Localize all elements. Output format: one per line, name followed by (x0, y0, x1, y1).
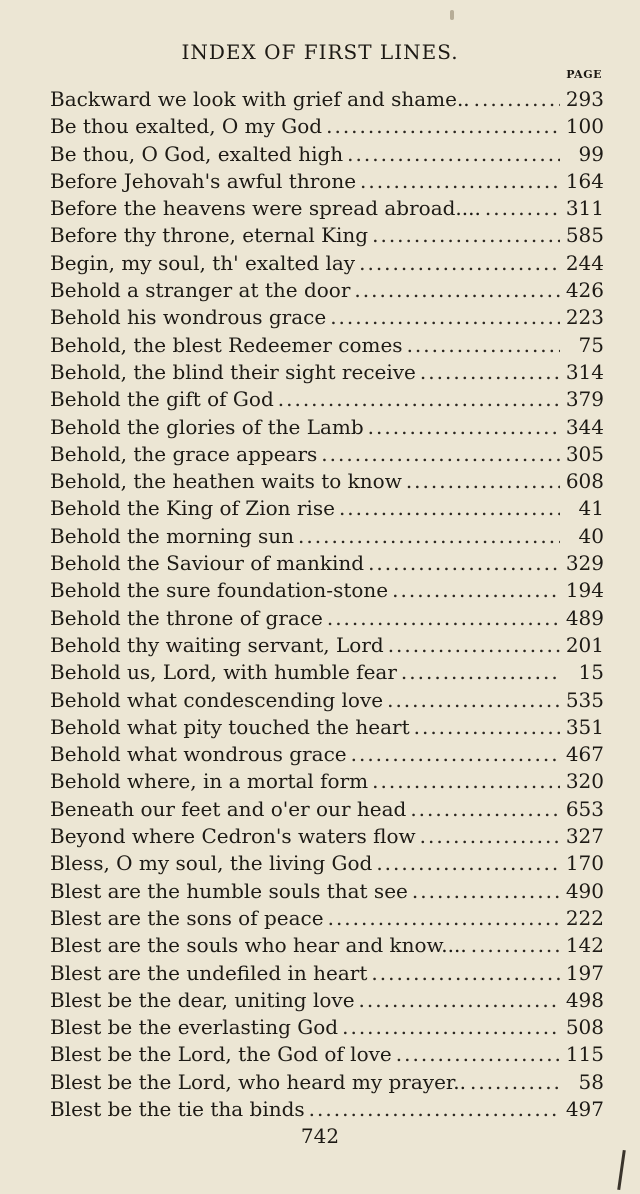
entry-page-number: 115 (565, 1042, 604, 1067)
first-line-text: Blest are the sons of peace (50, 905, 324, 930)
entry-page-number: 608 (565, 469, 604, 494)
first-line-text: Behold a stranger at the door (50, 278, 351, 303)
page-title: INDEX OF FIRST LINES. (181, 40, 459, 64)
entry-page-number: 497 (565, 1096, 604, 1121)
dot-leader (470, 1069, 560, 1096)
dot-leader (414, 714, 560, 741)
dot-leader (407, 332, 560, 359)
index-entry (50, 250, 604, 277)
index-entry (50, 86, 604, 113)
first-line-text: Begin, my soul, th' exalted lay (50, 250, 356, 275)
index-entry (50, 850, 604, 877)
index-entry (50, 823, 604, 850)
first-line-text: Beyond where Cedron's waters flow (50, 824, 416, 849)
entry-page-number: 327 (565, 824, 604, 849)
index-entry (50, 277, 604, 304)
entry-page-number: 426 (565, 278, 604, 303)
entry-page-number: 15 (578, 660, 604, 685)
entry-page-number: 311 (565, 196, 604, 221)
index-entry (50, 632, 604, 659)
index-entry (50, 768, 604, 795)
dot-leader (347, 141, 560, 168)
first-line-text: Behold us, Lord, with humble fear (50, 660, 397, 685)
entry-page-number: 293 (565, 87, 604, 111)
index-entry (50, 932, 604, 959)
index-entry (50, 960, 604, 987)
entry-page-number: 351 (565, 714, 604, 739)
entry-page-number: 535 (565, 687, 604, 712)
dot-leader (401, 659, 560, 686)
dot-leader (471, 932, 560, 959)
entry-page-number: 201 (565, 632, 604, 657)
dot-leader (372, 222, 560, 249)
index-entry (50, 714, 604, 741)
index-entry (50, 605, 604, 632)
first-line-text: Behold where, in a mortal form (50, 769, 369, 794)
first-line-text: Behold the gift of God (50, 387, 274, 412)
page-edge-mark (617, 1150, 626, 1190)
index-entry (50, 1096, 604, 1123)
first-line-text: Behold the sure foundation-stone (50, 578, 389, 603)
first-line-text: Blest be the tie tha binds (50, 1096, 305, 1121)
entry-page-number: 170 (565, 851, 604, 876)
dot-leader (309, 1096, 560, 1123)
dot-leader (420, 359, 560, 386)
dot-leader (368, 414, 560, 441)
first-line-text: Blest be the everlasting God (50, 1015, 339, 1040)
entry-page-number: 100 (565, 114, 604, 139)
dot-leader (298, 523, 560, 550)
entry-page-number: 41 (578, 496, 604, 521)
entry-page-number: 142 (565, 933, 604, 958)
dot-leader (387, 687, 560, 714)
index-entry (50, 141, 604, 168)
index-entry (50, 195, 604, 222)
index-entry (50, 359, 604, 386)
index-entry (50, 222, 604, 249)
dot-leader (368, 550, 560, 577)
index-entry (50, 414, 604, 441)
entry-page-number: 40 (578, 523, 604, 548)
index-entry (50, 687, 604, 714)
index-entry (50, 468, 604, 495)
index-entry (50, 550, 604, 577)
entry-page-number: 75 (578, 332, 604, 357)
dot-leader (327, 605, 560, 632)
page-column-label: PAGE (566, 68, 602, 81)
index-entry (50, 523, 604, 550)
first-line-text: Be thou, O God, exalted high (50, 141, 344, 166)
index-entry (50, 987, 604, 1014)
dot-leader (278, 386, 560, 413)
first-line-text: Blest be the Lord, who heard my prayer.. (50, 1069, 466, 1094)
first-line-text: Backward we look with grief and shame.. (50, 87, 470, 111)
dot-leader (328, 905, 560, 932)
entry-page-number: 467 (565, 742, 604, 767)
entry-page-number: 379 (565, 387, 604, 412)
first-lines-index (50, 86, 604, 1123)
index-entry (50, 905, 604, 932)
index-entry (50, 1069, 604, 1096)
index-entry (50, 113, 604, 140)
ink-smudge (450, 10, 454, 20)
first-line-text: Behold the King of Zion rise (50, 496, 335, 521)
entry-page-number: 314 (565, 359, 604, 384)
dot-leader (485, 195, 560, 222)
index-entry (50, 304, 604, 331)
dot-leader (360, 168, 560, 195)
first-line-text: Blest are the humble souls that see (50, 878, 408, 903)
dot-leader (371, 960, 560, 987)
first-line-text: Behold, the heathen waits to know (50, 469, 402, 494)
first-line-text: Before the heavens were spread abroad.... (50, 196, 481, 221)
first-line-text: Beneath our feet and o'er our head (50, 796, 407, 821)
first-line-text: Before Jehovah's awful throne (50, 168, 357, 193)
entry-page-number: 244 (565, 250, 604, 275)
first-line-text: Behold what pity touched the heart (50, 714, 410, 739)
dot-leader (392, 577, 560, 604)
entry-page-number: 305 (565, 441, 604, 466)
first-line-text: Behold, the grace appears (50, 441, 318, 466)
dot-leader (339, 495, 560, 522)
dot-leader (396, 1041, 560, 1068)
dot-leader (372, 768, 560, 795)
first-line-text: Behold the glories of the Lamb (50, 414, 364, 439)
index-entry (50, 386, 604, 413)
entry-page-number: 489 (565, 605, 604, 630)
dot-leader (474, 86, 560, 113)
index-entry (50, 659, 604, 686)
first-line-text: Before thy throne, eternal King (50, 223, 369, 248)
entry-page-number: 329 (565, 551, 604, 576)
dot-leader (351, 741, 560, 768)
dot-leader (359, 250, 560, 277)
first-line-text: Behold, the blest Redeemer comes (50, 332, 403, 357)
entry-page-number: 344 (565, 414, 604, 439)
entry-page-number: 498 (565, 987, 604, 1012)
entry-page-number: 490 (565, 878, 604, 903)
index-entry (50, 1014, 604, 1041)
first-line-text: Behold the Saviour of mankind (50, 551, 365, 576)
dot-leader (420, 823, 560, 850)
dot-leader (330, 304, 560, 331)
dot-leader (342, 1014, 560, 1041)
first-line-text: Behold the throne of grace (50, 605, 323, 630)
index-entry (50, 332, 604, 359)
dot-leader (359, 987, 560, 1014)
index-entry (50, 1041, 604, 1068)
entry-page-number: 99 (578, 141, 604, 166)
first-line-text: Behold his wondrous grace (50, 305, 327, 330)
index-entry (50, 577, 604, 604)
first-line-text: Bless, O my soul, the living God (50, 851, 373, 876)
entry-page-number: 222 (565, 905, 604, 930)
index-entry (50, 168, 604, 195)
entry-page-number: 585 (565, 223, 604, 248)
first-line-text: Behold, the blind their sight receive (50, 359, 416, 384)
dot-leader (326, 113, 560, 140)
index-entry (50, 878, 604, 905)
dot-leader (412, 878, 560, 905)
entry-page-number: 223 (565, 305, 604, 330)
dot-leader (410, 796, 560, 823)
dot-leader (354, 277, 560, 304)
first-line-text: Blest be the dear, uniting love (50, 987, 355, 1012)
first-line-text: Blest are the undefiled in heart (50, 960, 368, 985)
dot-leader (406, 468, 560, 495)
index-entry (50, 495, 604, 522)
dot-leader (321, 441, 560, 468)
first-line-text: Behold what wondrous grace (50, 742, 347, 767)
entry-page-number: 320 (565, 769, 604, 794)
entry-page-number: 194 (565, 578, 604, 603)
first-line-text: Blest are the souls who hear and know.... (50, 933, 467, 958)
index-entry (50, 796, 604, 823)
first-line-text: Behold what condescending love (50, 687, 384, 712)
first-line-text: Behold thy waiting servant, Lord (50, 632, 384, 657)
index-entry (50, 441, 604, 468)
index-entry (50, 741, 604, 768)
dot-leader (388, 632, 560, 659)
dot-leader (376, 850, 560, 877)
first-line-text: Blest be the Lord, the God of love (50, 1042, 392, 1067)
entry-page-number: 58 (578, 1069, 604, 1094)
first-line-text: Behold the morning sun (50, 523, 295, 548)
entry-page-number: 653 (565, 796, 604, 821)
page-number: 742 (300, 1124, 340, 1148)
entry-page-number: 508 (565, 1015, 604, 1040)
first-line-text: Be thou exalted, O my God (50, 114, 323, 139)
entry-page-number: 164 (565, 168, 604, 193)
entry-page-number: 197 (565, 960, 604, 985)
